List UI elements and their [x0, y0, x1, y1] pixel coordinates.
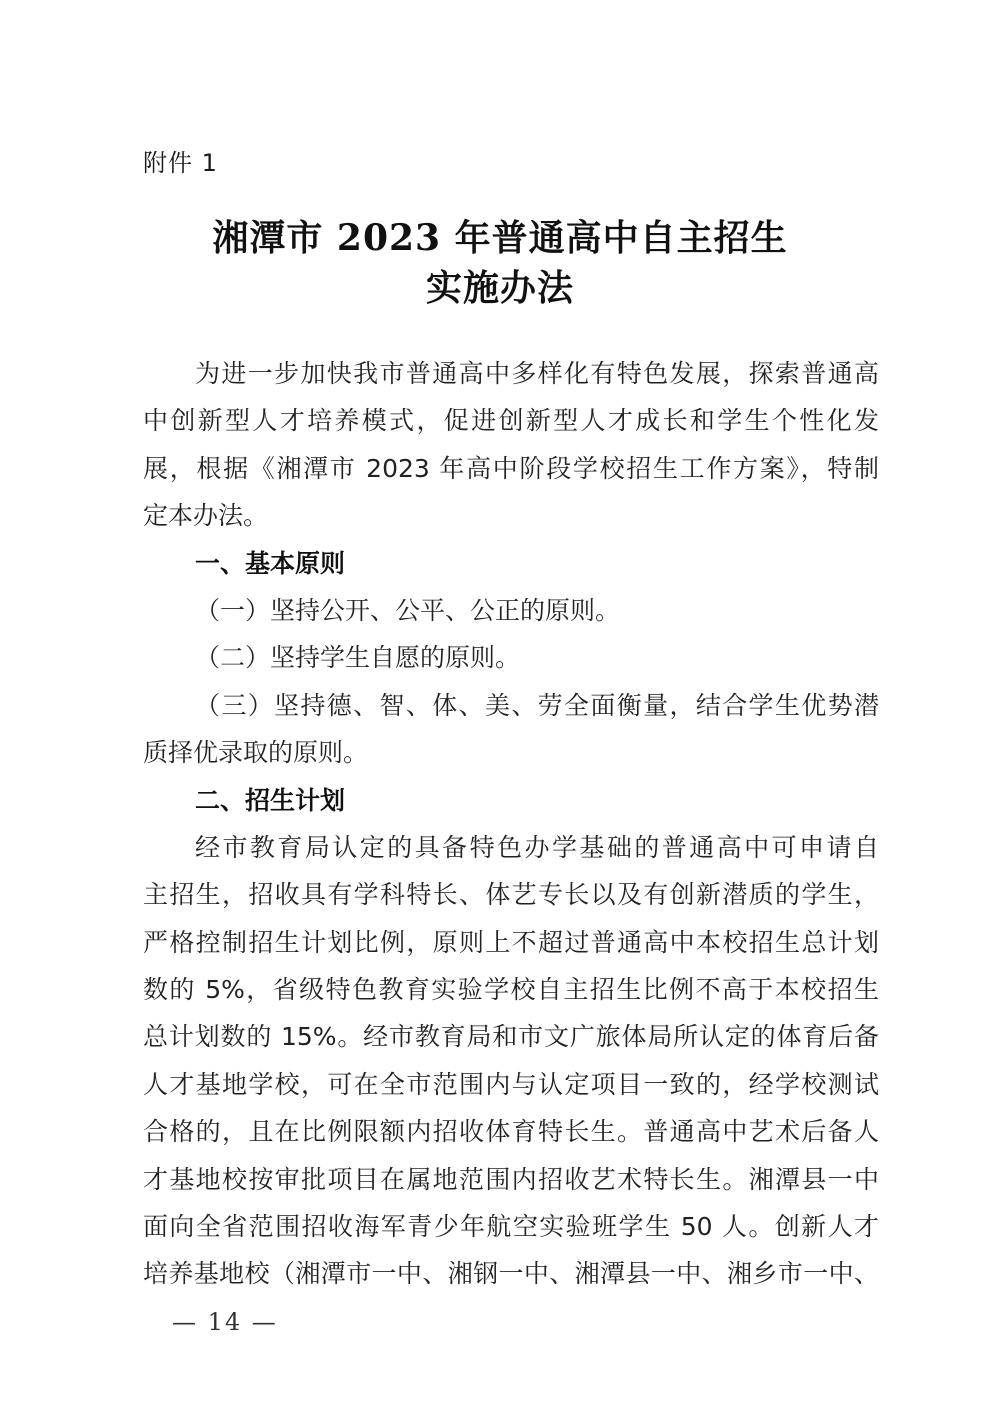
attachment-label: 附件 1	[143, 149, 218, 177]
enrollment-plan-line: 经市教育局认定的具备特色办学基础的普通高中可申请自	[195, 832, 879, 862]
enrollment-plan-line: 培养基地校（湘潭市一中、湘钢一中、湘潭县一中、湘乡市一中、	[143, 1259, 879, 1289]
principle-item: （二）坚持学生自愿的原则。	[195, 643, 521, 673]
document-title-line-2: 实施办法	[425, 267, 574, 309]
enrollment-plan-line: 才基地校按审批项目在属地范围内招收艺术特长生。湘潭县一中	[143, 1164, 879, 1194]
enrollment-plan-line: 严格控制招生计划比例，原则上不超过普通高中本校招生总计划	[143, 927, 879, 957]
intro-line: 中创新型人才培养模式，促进创新型人才成长和学生个性化发	[143, 406, 879, 436]
enrollment-plan-line: 合格的，且在比例限额内招收体育特长生。普通高中艺术后备人	[143, 1117, 879, 1147]
document-title-line-1: 湘潭市 2023 年普通高中自主招生	[212, 217, 788, 259]
section-heading-basic-principles: 一、基本原则	[195, 548, 346, 578]
intro-line: 为进一步加快我市普通高中多样化有特色发展，探索普通高	[195, 359, 879, 388]
document-body	[143, 350, 879, 1298]
enrollment-plan-line: 面向全省范围招收海军青少年航空实验班学生 50 人。创新人才	[143, 1212, 879, 1242]
enrollment-plan-line: 总计划数的 15%。经市教育局和市文广旅体局所认定的体育后备	[143, 1022, 879, 1052]
intro-line: 展，根据《湘潭市 2023 年高中阶段学校招生工作方案》，特制	[143, 453, 879, 483]
enrollment-plan-line: 数的 5%，省级特色教育实验学校自主招生比例不高于本校招生	[143, 975, 879, 1005]
enrollment-plan-line: 人才基地学校，可在全市范围内与认定项目一致的，经学校测试	[143, 1069, 879, 1099]
principle-item: （三）坚持德、智、体、美、劳全面衡量，结合学生优势潜	[195, 690, 879, 720]
enrollment-plan-line: 主招生，招收具有学科特长、体艺专长以及有创新潜质的学生，	[143, 880, 879, 910]
principle-item: 质择优录取的原则。	[143, 738, 369, 768]
intro-line: 定本办法。	[143, 501, 269, 531]
principle-item: （一）坚持公开、公平、公正的原则。	[195, 595, 621, 625]
section-heading-enrollment-plan: 二、招生计划	[195, 785, 346, 815]
page-number: — 14 —	[172, 1308, 278, 1336]
